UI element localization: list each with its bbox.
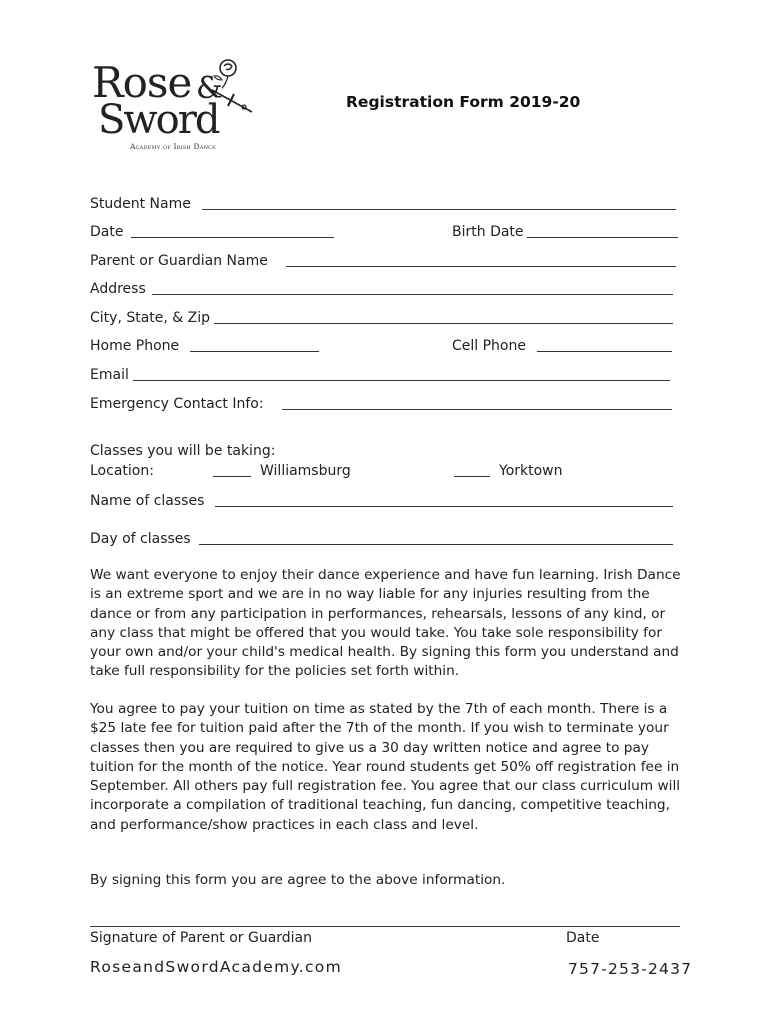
parent-name-field[interactable]: [286, 266, 676, 267]
parent-name-label: Parent or Guardian Name: [90, 253, 268, 269]
birth-date-label: Birth Date: [452, 224, 524, 240]
agreement-paragraph: By signing this form you are agree to the above information.: [90, 872, 506, 888]
city-state-zip-label: City, State, & Zip: [90, 310, 211, 326]
phone-number: 757-253-2437: [568, 960, 693, 978]
williamsburg-checkbox[interactable]: [213, 476, 251, 477]
name-of-classes-field[interactable]: [215, 506, 673, 507]
cell-phone-field[interactable]: [537, 351, 672, 352]
home-phone-label: Home Phone: [90, 338, 180, 354]
day-of-classes-label: Day of classes: [90, 531, 191, 547]
logo-ampersand: &: [196, 71, 223, 106]
liability-paragraph: We want everyone to enjoy their dance experience and have fun learning. Irish Dance is an extreme sport and we are in no way liable for any injuries resulting from the dance or from any participation in performances, rehearsals, lessons of any kind, or any class that might be offered that you would take. You take sole responsibility for your own and/or your child's medical health. By signing this form you understand and take full responsibility for the policies set forth within.: [90, 567, 681, 680]
logo-subtitle: Academy of Irish Dance: [130, 142, 217, 151]
day-of-classes-field[interactable]: [199, 544, 673, 545]
form-title: Registration Form 2019-20: [346, 93, 581, 111]
date-label: Date: [90, 224, 124, 240]
yorktown-option: Yorktown: [499, 463, 563, 479]
website-url: RoseandSwordAcademy.com: [90, 958, 342, 976]
date-field[interactable]: [131, 237, 334, 238]
student-name-field[interactable]: [202, 209, 676, 210]
email-field[interactable]: [133, 380, 670, 381]
address-field[interactable]: [152, 294, 673, 295]
classes-heading: Classes you will be taking:: [90, 443, 276, 459]
address-label: Address: [90, 281, 146, 297]
name-of-classes-label: Name of classes: [90, 493, 205, 509]
birth-date-field[interactable]: [527, 237, 678, 238]
signature-label: Signature of Parent or Guardian: [90, 930, 313, 946]
academy-logo: [92, 56, 252, 156]
student-name-label: Student Name: [90, 196, 191, 212]
williamsburg-option: Williamsburg: [260, 463, 351, 479]
city-state-zip-field[interactable]: [214, 323, 673, 324]
yorktown-checkbox[interactable]: [454, 476, 490, 477]
logo-sword-text: Sword: [98, 97, 219, 143]
signature-date-label: Date: [566, 930, 600, 946]
email-label: Email: [90, 367, 129, 383]
home-phone-field[interactable]: [190, 351, 319, 352]
logo-rose-text: Rose: [92, 58, 192, 107]
location-label: Location:: [90, 463, 154, 479]
rose-and-sword-icon: [182, 56, 254, 120]
cell-phone-label: Cell Phone: [452, 338, 526, 354]
signature-field[interactable]: [90, 926, 680, 927]
emergency-contact-field[interactable]: [282, 409, 672, 410]
tuition-paragraph: You agree to pay your tuition on time as stated by the 7th of each month. There is a $25 late fee for tuition paid after the 7th of the month. If you wish to terminate your classes then you are required to give us a 30 day written notice and agree to pay tuition for the month of the notice. Year round students get 50% off registration fee in September. All others pay full registration fee. You agree that our class curriculum will incorporate a compilation of traditional teaching, fun dancing, competitive teaching, and performance/show practices in each class and level.: [90, 701, 681, 833]
emergency-contact-label: Emergency Contact Info:: [90, 396, 264, 412]
